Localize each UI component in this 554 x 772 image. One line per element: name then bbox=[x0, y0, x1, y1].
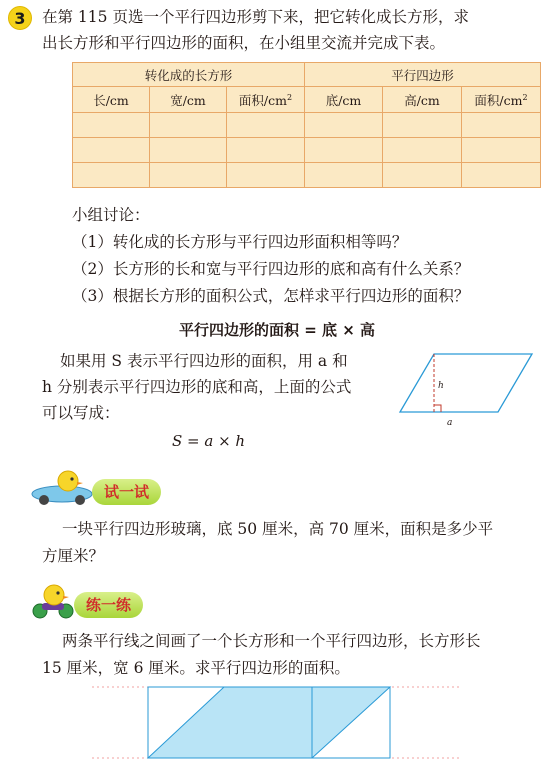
explanation-line-1: 如果用 S 表示平行四边形的面积，用 a 和 bbox=[60, 352, 348, 370]
table-group-rectangle: 转化成的长方形 bbox=[73, 63, 305, 87]
problem-text-line-2: 出长方形和平行四边形的面积，在小组里交流并完成下表。 bbox=[42, 34, 446, 52]
try-it-banner: 试一试 bbox=[92, 479, 161, 505]
discussion-question-2: （2）长方形的长和宽与平行四边形的底和高有什么关系？ bbox=[72, 260, 470, 278]
discussion-title: 小组讨论： bbox=[72, 206, 150, 224]
height-label: h bbox=[438, 381, 444, 391]
practice-text-line-1: 两条平行线之间画了一个长方形和一个平行四边形，长方形长 bbox=[62, 632, 481, 650]
try-text-line-2: 方厘米？ bbox=[42, 547, 105, 565]
table-group-parallelogram: 平行四边形 bbox=[305, 63, 541, 87]
practice-text-line-2: 15 厘米，宽 6 厘米。求平行四边形的面积。 bbox=[42, 659, 350, 677]
col-para-base: 底/cm bbox=[305, 87, 383, 113]
discussion-question-1: （1）转化成的长方形与平行四边形面积相等吗？ bbox=[72, 233, 408, 251]
practice-banner: 练一练 bbox=[74, 592, 143, 618]
area-formula-words: 平行四边形的面积 = 底 × 高 bbox=[178, 321, 376, 339]
col-para-area: 面积$/cm^2$ bbox=[462, 87, 541, 113]
explanation-line-3: 可以写成： bbox=[42, 404, 120, 422]
explanation-line-2: h 分别表示平行四边形的底和高，上面的公式 bbox=[42, 378, 352, 396]
problem-text-line-1: 在第 115 页选一个平行四边形剪下来，把它转化成长方形，求 bbox=[42, 8, 469, 26]
col-para-height: 高/cm bbox=[383, 87, 462, 113]
area-formula-symbols: S = a × h bbox=[172, 432, 246, 450]
try-text-line-1: 一块平行四边形玻璃，底 50 厘米，高 70 厘米，面积是多少平 bbox=[62, 520, 494, 538]
col-rect-width: 宽/cm bbox=[150, 87, 227, 113]
discussion-question-3: （3）根据长方形的面积公式，怎样求平行四边形的面积？ bbox=[72, 287, 470, 305]
base-label: a bbox=[447, 418, 453, 428]
problem-number-badge: 3 bbox=[8, 6, 32, 30]
col-rect-length: 长/cm bbox=[73, 87, 150, 113]
col-rect-area: 面积$/cm^2$ bbox=[227, 87, 305, 113]
